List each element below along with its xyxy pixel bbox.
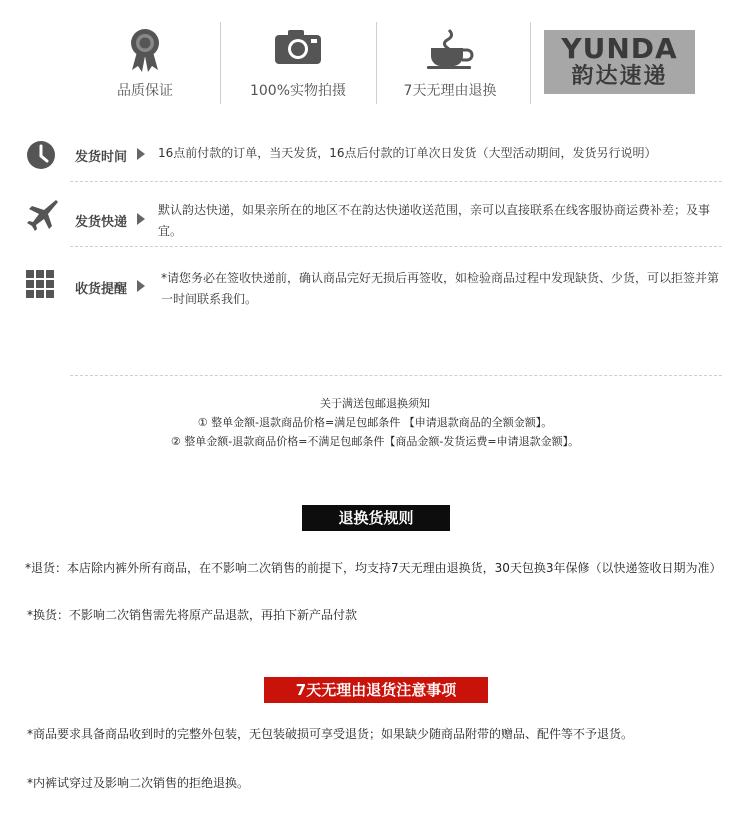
row-label: 收货提醒	[75, 282, 128, 297]
note-text: *内裤试穿过及影响二次销售的拒绝退换。	[27, 776, 250, 790]
grid-icon	[26, 270, 54, 302]
divider-line	[70, 246, 722, 247]
award-medal-icon	[128, 28, 162, 76]
airplane-icon	[26, 198, 58, 236]
divider	[220, 22, 221, 104]
coffee-cup-icon	[425, 28, 475, 74]
arrow-right-icon	[137, 148, 145, 160]
return-rules-title: 退换货规则	[302, 505, 450, 531]
row-text: *请您务必在签收快递前，确认商品完好无损后再签收，如检验商品过程中发现缺货、少货，可以拒签并第一时间联系我们。	[161, 271, 720, 306]
row-label: 发货时间	[75, 150, 128, 165]
notice-line: ① 整单金额-退款商品价格=满足包邮条件 【申请退款商品的全额金额】。	[197, 416, 553, 429]
divider-line	[70, 375, 722, 376]
logo-text-en: YUNDA	[561, 32, 678, 65]
notice-line: ② 整单金额-退款商品价格=不满足包邮条件【商品金额-发货运费=申请退款金额】。	[170, 435, 580, 448]
exchange-rule-text: *换货：不影响二次销售需先将原产品退款，再拍下新产品付款	[27, 608, 358, 622]
camera-icon	[273, 28, 323, 70]
arrow-right-icon	[137, 280, 145, 292]
badge-label: 100%实物拍摄	[249, 83, 347, 99]
info-row-ship-time	[0, 140, 750, 180]
divider	[376, 22, 377, 104]
yunda-logo	[544, 30, 695, 94]
row-text: 16点前付款的订单，当天发货，16点后付款的订单次日发货（大型活动期间，发货另行说明）	[158, 146, 657, 160]
clock-icon	[26, 140, 56, 174]
row-text: 默认韵达快递，如果亲所在的地区不在韵达快递收送范围，亲可以直接联系在线客服协商运费补差；及事宜。	[158, 203, 711, 238]
note-text: *商品要求具备商品收到时的完整外包装，无包装破损可享受退货；如果缺少随商品附带的赠品、配件等不予退货。	[27, 727, 634, 741]
row-label: 发货快递	[75, 215, 128, 230]
divider	[530, 22, 531, 104]
badge-label: 7天无理由退换	[403, 83, 497, 99]
badge-label: 品质保证	[117, 83, 173, 99]
return-rule-text: *退货：本店除内裤外所有商品，在不影响二次销售的前提下，均支持7天无理由退换货，30天包换3年保修（以快递签收日期为准）	[25, 561, 722, 575]
service-badges	[0, 0, 750, 110]
divider-line	[70, 181, 722, 182]
info-row-courier	[0, 198, 750, 246]
info-row-receipt	[0, 268, 750, 316]
arrow-right-icon	[137, 213, 145, 225]
notice-title: 关于满送包邮退换须知	[320, 397, 430, 410]
logo-text-cn: 韵达速递	[571, 64, 668, 89]
return-notes-title: 7天无理由退货注意事项	[264, 677, 488, 703]
